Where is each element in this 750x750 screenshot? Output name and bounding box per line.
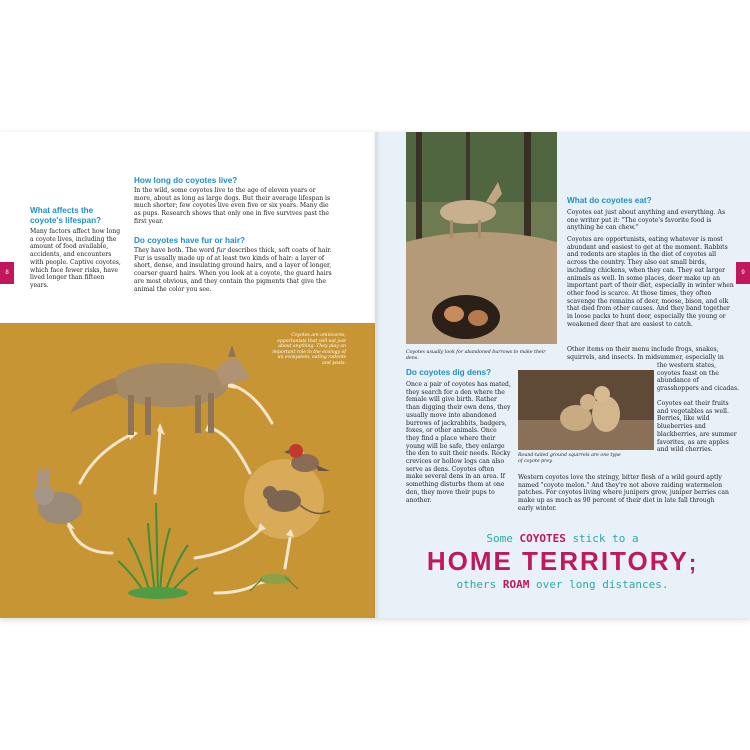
fur-heading: Do coyotes have fur or hair? (134, 236, 246, 245)
grass-figure (118, 503, 198, 593)
dig-body: Once a pair of coyotes has mated, they search for a den where the female will give birth. Rather than digging their own dens, they usually move into abandoned burrows of jackrabbits, badgers, foxes, or other animals. Once they find a place where their young will be safe, they enlarge the den to suit their needs. Rocky crevices or hollow logs can also serve as dens. Coyotes often make several dens in an area. If something disturbs them at one den, they move their pups to another. (406, 381, 511, 504)
eat-body-1: Coyotes eat just about anything and everything. As one writer put it: "The coyote's favorite food is anything he can chew." (567, 209, 726, 232)
eat-heading: What do coyotes eat? (567, 196, 652, 205)
arrow-grass-rabbit (70, 528, 112, 553)
banner-line-3: others ROAM over long distances. (456, 578, 669, 591)
eat-body-4: Coyotes eat their fruits and vegetables as well. Berries, like wild blueberries and blackberries, are summer favorites, as are apples and wild cherries. (657, 400, 737, 454)
page-number-right: 9 (736, 262, 750, 284)
food-web-illustration (0, 323, 375, 618)
arrow-bird-coyote (232, 385, 272, 423)
book-spread (0, 132, 750, 618)
lifespan-body: Many factors affect how long a coyote lives, including the amount of food available, accidents, and encounters with people. Captive coyotes, which face fewer risks, have lived longer than fifteen years. (30, 228, 121, 289)
lifespan-heading: What affects the coyote's lifespan? (30, 206, 102, 225)
page-number-left: 8 (0, 262, 14, 284)
arrow-grass-rat (195, 528, 262, 558)
arrow-grasshopper-rat (285, 538, 290, 568)
rabbit-figure (34, 467, 82, 524)
food-web-diagram (0, 323, 375, 618)
diagram-caption: Coyotes are omnivores, opportunists that will eat just about anything. They play an important role in the ecology of an ecosystem, eating rodents and pests. (272, 333, 346, 366)
dig-heading: Do coyotes dig dens? (406, 368, 492, 377)
coyote-den-photo (406, 132, 557, 344)
live-body: In the wild, some coyotes live to the age of eleven years or more, about as long as large dogs. But their average lifespan is much shorter; few coyotes live even five or six years. Many die as pups. Research shows that only one in five survives past the first year. (134, 187, 331, 225)
book-gutter (372, 132, 380, 618)
ground-squirrel-photo (518, 370, 654, 450)
left-page (0, 132, 375, 618)
fur-body: They have both. The word fur describes thick, soft coats of hair. Fur is usually made up of at least two kinds of hair: a layer of short, dense, and insulating ground hairs, and a layer of longer, coarser guard hairs. When you look at a coyote, the guard hairs are most obvious, and they contain the pigments that give the animal the color you see. (134, 247, 332, 293)
coyote-figure (70, 345, 250, 435)
eat-body-3a: Other items on their menu include frogs, snakes, squirrels, and insects. In midsummer, especially in (567, 346, 724, 361)
banner-line-1: Some COYOTES stick to a (486, 532, 639, 545)
live-heading: How long do coyotes live? (134, 176, 238, 185)
grass-base (128, 587, 188, 599)
arrow-grass-coyote (155, 431, 160, 493)
arrow-rabbit-coyote (80, 435, 130, 483)
arrow-rat-coyote (210, 428, 250, 473)
right-page (375, 132, 750, 618)
melon-body: Western coyotes love the stringy, bitter flesh of a wild gourd aptly named "coyote melon." And they're not above raiding watermelon patches. For coyotes living where junipers grow, juniper berries can make up as much as 90 percent of their diet in late fall through early winter. (518, 474, 729, 512)
banner-line-2: HOME TERRITORY; (426, 546, 699, 576)
photo2-caption: Round-tailed ground squirrels are one type of coyote prey. (518, 453, 621, 464)
eat-body-2: Coyotes are opportunists, eating whatever is most abundant and easiest to get at the moment. Rabbits and rodents are staples in the diet of coyotes all across the country. They also eat small birds, including chickens, when they can. They eat larger animals as well. In some places, deer make up an important part of their diet, especially in winter when other food is scarce. At those times, they often scavenge the remains of deer, moose, bison, and elk that died from other causes. And they band together in loose packs to hunt deer, especially the young or weakened deer that are easiest to catch. (567, 236, 734, 328)
photo1-caption: Coyotes usually look for abandoned burrows to make their dens. (406, 350, 546, 361)
eat-body-3b: the western states, coyotes feast on the abundance of grasshoppers and cicadas. (657, 362, 740, 393)
